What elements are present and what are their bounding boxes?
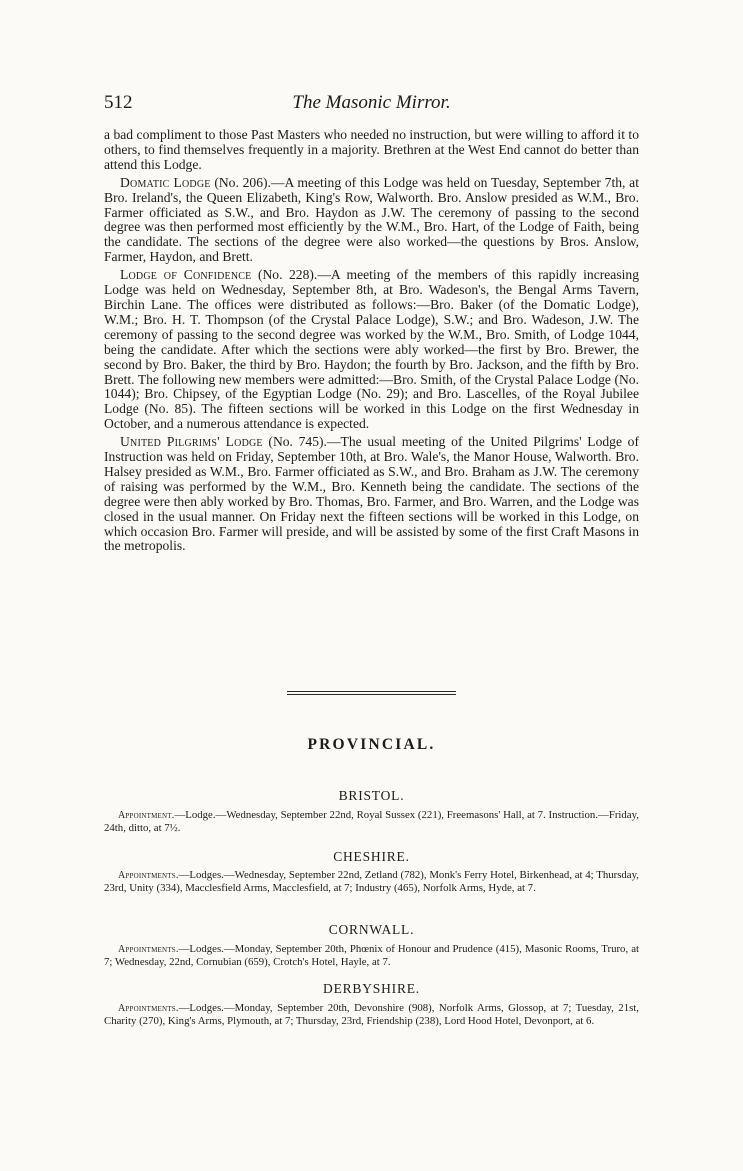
province-heading-cornwall: CORNWALL.	[328, 922, 415, 937]
appointment-text: —Lodge.—Wednesday, September 22nd, Royal Sussex (221), Freemasons' Hall, at 7. Instruction.—Friday, 24th, ditto, at 7½.	[104, 809, 639, 835]
province-heading-bristol: BRISTOL.	[338, 788, 405, 803]
appointment-text: —Lodges.—Wednesday, September 22nd, Zetland (782), Monk's Ferry Hotel, Birkenhead, at 4; Thursday, 23rd, Unity (334), Macclesfield Arms, Macclesfield, at 7; Industry (465), Norfolk Arms, Hyde, at 7.	[104, 869, 639, 895]
province-appointments-cheshire	[104, 869, 639, 894]
appointment-text: —Lodges.—Monday, September 20th, Phœnix of Honour and Prudence (415), Masonic Rooms, Truro, at 7; Wednesday, 22nd, Cornubian (659), Crotch's Hotel, Hayle, at 7.	[104, 943, 639, 969]
paragraph-text: a bad compliment to those Past Masters who needed no instruction, but were willing to afford it to others, to find themselves frequently in a majority. Brethren at the West End cannot do better than attend this Lodge.	[104, 127, 639, 172]
section-heading: PROVINCIAL.	[307, 736, 436, 753]
appointment-label: Appointments.	[118, 1003, 179, 1014]
province-appointments-cornwall	[104, 943, 639, 968]
province-appointments-bristol	[104, 809, 639, 834]
province-heading-cheshire: CHESHIRE.	[333, 849, 410, 864]
appointment-label: Appointments.	[118, 944, 179, 955]
province-heading-derbyshire: DERBYSHIRE.	[323, 981, 420, 996]
appointment-label: Appointments.	[118, 870, 179, 881]
paragraph-text: (No. 206).—A meeting of this Lodge was held on Tuesday, September 7th, at Bro. Ireland's, the Queen Elizabeth, King's Row, Walworth. Bro. Anslow presided as W.M., Bro. Farmer officiated as S.W., and Bro. Haydon as J.W. The ceremony of passing to the second degree was then performed most efficiently by the W.M., Bro. Hart, of the Lodge of Faith, being the candidate. The sections of the degree were also worked—the questions by Bros. Anslow, Farmer, Haydon, and Brett.	[104, 174, 639, 265]
paragraph-lodge-of-confidence	[104, 268, 639, 432]
running-title: The Masonic Mirror.	[292, 92, 451, 113]
paragraph-continuation	[104, 128, 639, 173]
lodge-name: United Pilgrims' Lodge	[120, 434, 263, 450]
paragraph-text: (No. 228).—A meeting of the members of this rapidly increasing Lodge was held on Wednesday, September 8th, at Bro. Wadeson's, the Bengal Arms Tavern, Birchin Lane. The offices were distributed as follows:—Bro. Baker (of the Domatic Lodge), W.M.; Bro. H. T. Thompson (of the Crystal Palace Lodge), S.W.; and Bro. Wadeson, J.W. The ceremony of passing to the second degree was worked by the W.M., Bro. Smith, of Lodge 1044, being the candidate. After which the sections were ably worked—the first by Bro. Brewer, the second by Bro. Baker, the third by Bro. Haydon; the fourth by Bro. Jackson, and the fifth by Bro. Brett. The following new members were admitted:—Bro. Smith, of the Crystal Palace Lodge (No. 1044); Bro. Chipsey, of the Egyptian Lodge (No. 29); and Bro. Lascelles, of the Royal Jubilee Lodge (No. 85). The fifteen sections will be worked in this Lodge on the first Wednesday in October, and a numerous attendance is expected.	[104, 267, 639, 432]
paragraph-domatic-lodge	[104, 176, 639, 265]
appointment-label: Appointment.	[118, 810, 175, 821]
appointment-text: —Lodges.—Monday, September 20th, Devonshire (908), Norfolk Arms, Glossop, at 7; Tuesday, 21st, Charity (270), King's Arms, Plymouth, at 7; Thursday, 23rd, Friendship (238), Lord Hood Hotel, Devonport, at 6.	[104, 1002, 639, 1028]
paragraph-text: (No. 745).—The usual meeting of the United Pilgrims' Lodge of Instruction was held on Friday, September 10th, at Bro. Wale's, the Manor House, Walworth. Bro. Halsey presided as W.M., Bro. Farmer officiated as S.W., and Bro. Braham as J.W. The ceremony of raising was performed by the W.M., Bro. Kenneth being the candidate. The sections of the degree were then ably worked by Bro. Thomas, Bro. Farmer, and Bro. Warren, and the Lodge was closed in the usual manner. On Friday next the fifteen sections will be worked in this Lodge, on which occasion Bro. Farmer will preside, and will be assisted by some of the first Craft Masons in the metropolis.	[104, 434, 639, 554]
lodge-name: Lodge of Confidence	[120, 267, 252, 283]
lodge-name: Domatic Lodge	[120, 174, 211, 190]
section-divider	[287, 691, 456, 695]
province-appointments-derbyshire	[104, 1002, 639, 1027]
page-number: 512	[104, 92, 133, 113]
paragraph-united-pilgrims-lodge	[104, 435, 639, 554]
page-header	[104, 92, 639, 116]
article-body	[104, 128, 639, 554]
